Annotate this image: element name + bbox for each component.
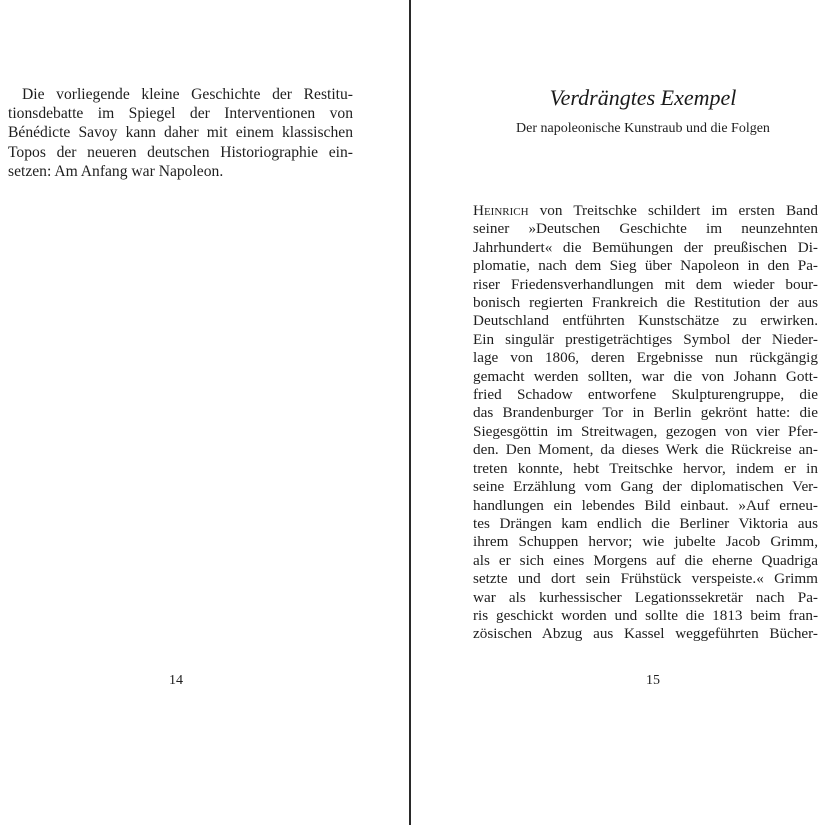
text-line: seine Erzählung vom Gang der diplomatischen Ver- [473,478,818,496]
text-line: lage von 1806, deren Ergebnisse nun rückgängig [473,349,818,367]
text-line: Topos der neueren deutschen Historiographie ein- [8,143,353,161]
text-line: Deutschland entführten Kunstschätze zu erwirken. [473,312,818,330]
right-page [411,0,825,825]
left-page-paragraph [8,85,353,181]
text-line: Jahrhundert« die Bemühungen der preußischen Di- [473,238,818,256]
text-line: setzen: Am Anfang war Napoleon. [8,162,224,180]
first-line-rest: von Treitschke schildert im ersten Band [528,202,818,219]
chapter-title: Verdrängtes Exempel [549,85,737,110]
page-number-right: 15 [646,673,660,688]
opening-word: Heinrich [473,202,529,219]
text-line: das Brandenburger Tor in Berlin gekrönt hatte: die [473,404,818,422]
text-line: war als kurhessischer Legationssekretär nach Pa- [473,588,818,606]
text-line: bonisch regierten Frankreich die Restitution der aus [473,294,818,312]
chapter-subtitle: Der napoleonische Kunstraub und die Folgen [516,121,770,136]
text-line: Die vorliegende kleine Geschichte der Restitu- [22,86,353,103]
text-line: treten konnte, hebt Treitschke hervor, indem er in [473,459,818,477]
text-line: zösischen Abzug aus Kassel weggeführten Bücher- [473,625,818,643]
text-line: als er sich eines Morgens auf die eherne Quadriga [473,551,818,569]
text-line: Siegesgöttin im Streitwagen, gezogen von vier Pfer- [473,422,818,440]
text-line: tionsdebatte im Spiegel der Interventionen von [8,105,353,123]
text-line: ris geschickt worden und sollte die 1813 beim fran- [473,606,818,624]
text-line: setzte und dort sein Frühstück verspeiste.« Grimm [473,570,818,588]
text-line: tes Drängen kam endlich die Berliner Viktoria aus [473,514,818,532]
text-line [473,202,818,220]
left-page [0,0,409,825]
text-line: seiner »Deutschen Geschichte im neunzehnten [473,220,818,238]
text-line: Ein singulär prestigeträchtiges Symbol der Nieder- [473,330,818,348]
right-page-paragraph [473,202,818,644]
text-line: plomatie, nach dem Sieg über Napoleon in den Pa- [473,257,818,275]
text-line: Bénédicte Savoy kann daher mit einem klassischen [8,124,353,142]
text-line: riser Friedensverhandlungen mit dem wieder bour- [473,275,818,293]
page-number-left: 14 [169,673,183,688]
text-line: handlungen ein lebendes Bild einbaut. »Auf erneu- [473,496,818,514]
text-line: gemacht werden sollten, war die von Johann Gott- [473,367,818,385]
text-line: ihrem Schuppen hervor; wie jubelte Jacob Grimm, [473,533,818,551]
text-line: den. Den Moment, da dieses Werk die Rückreise an- [473,441,818,459]
text-line: fried Schadow entworfene Skulpturengruppe, die [473,386,818,404]
